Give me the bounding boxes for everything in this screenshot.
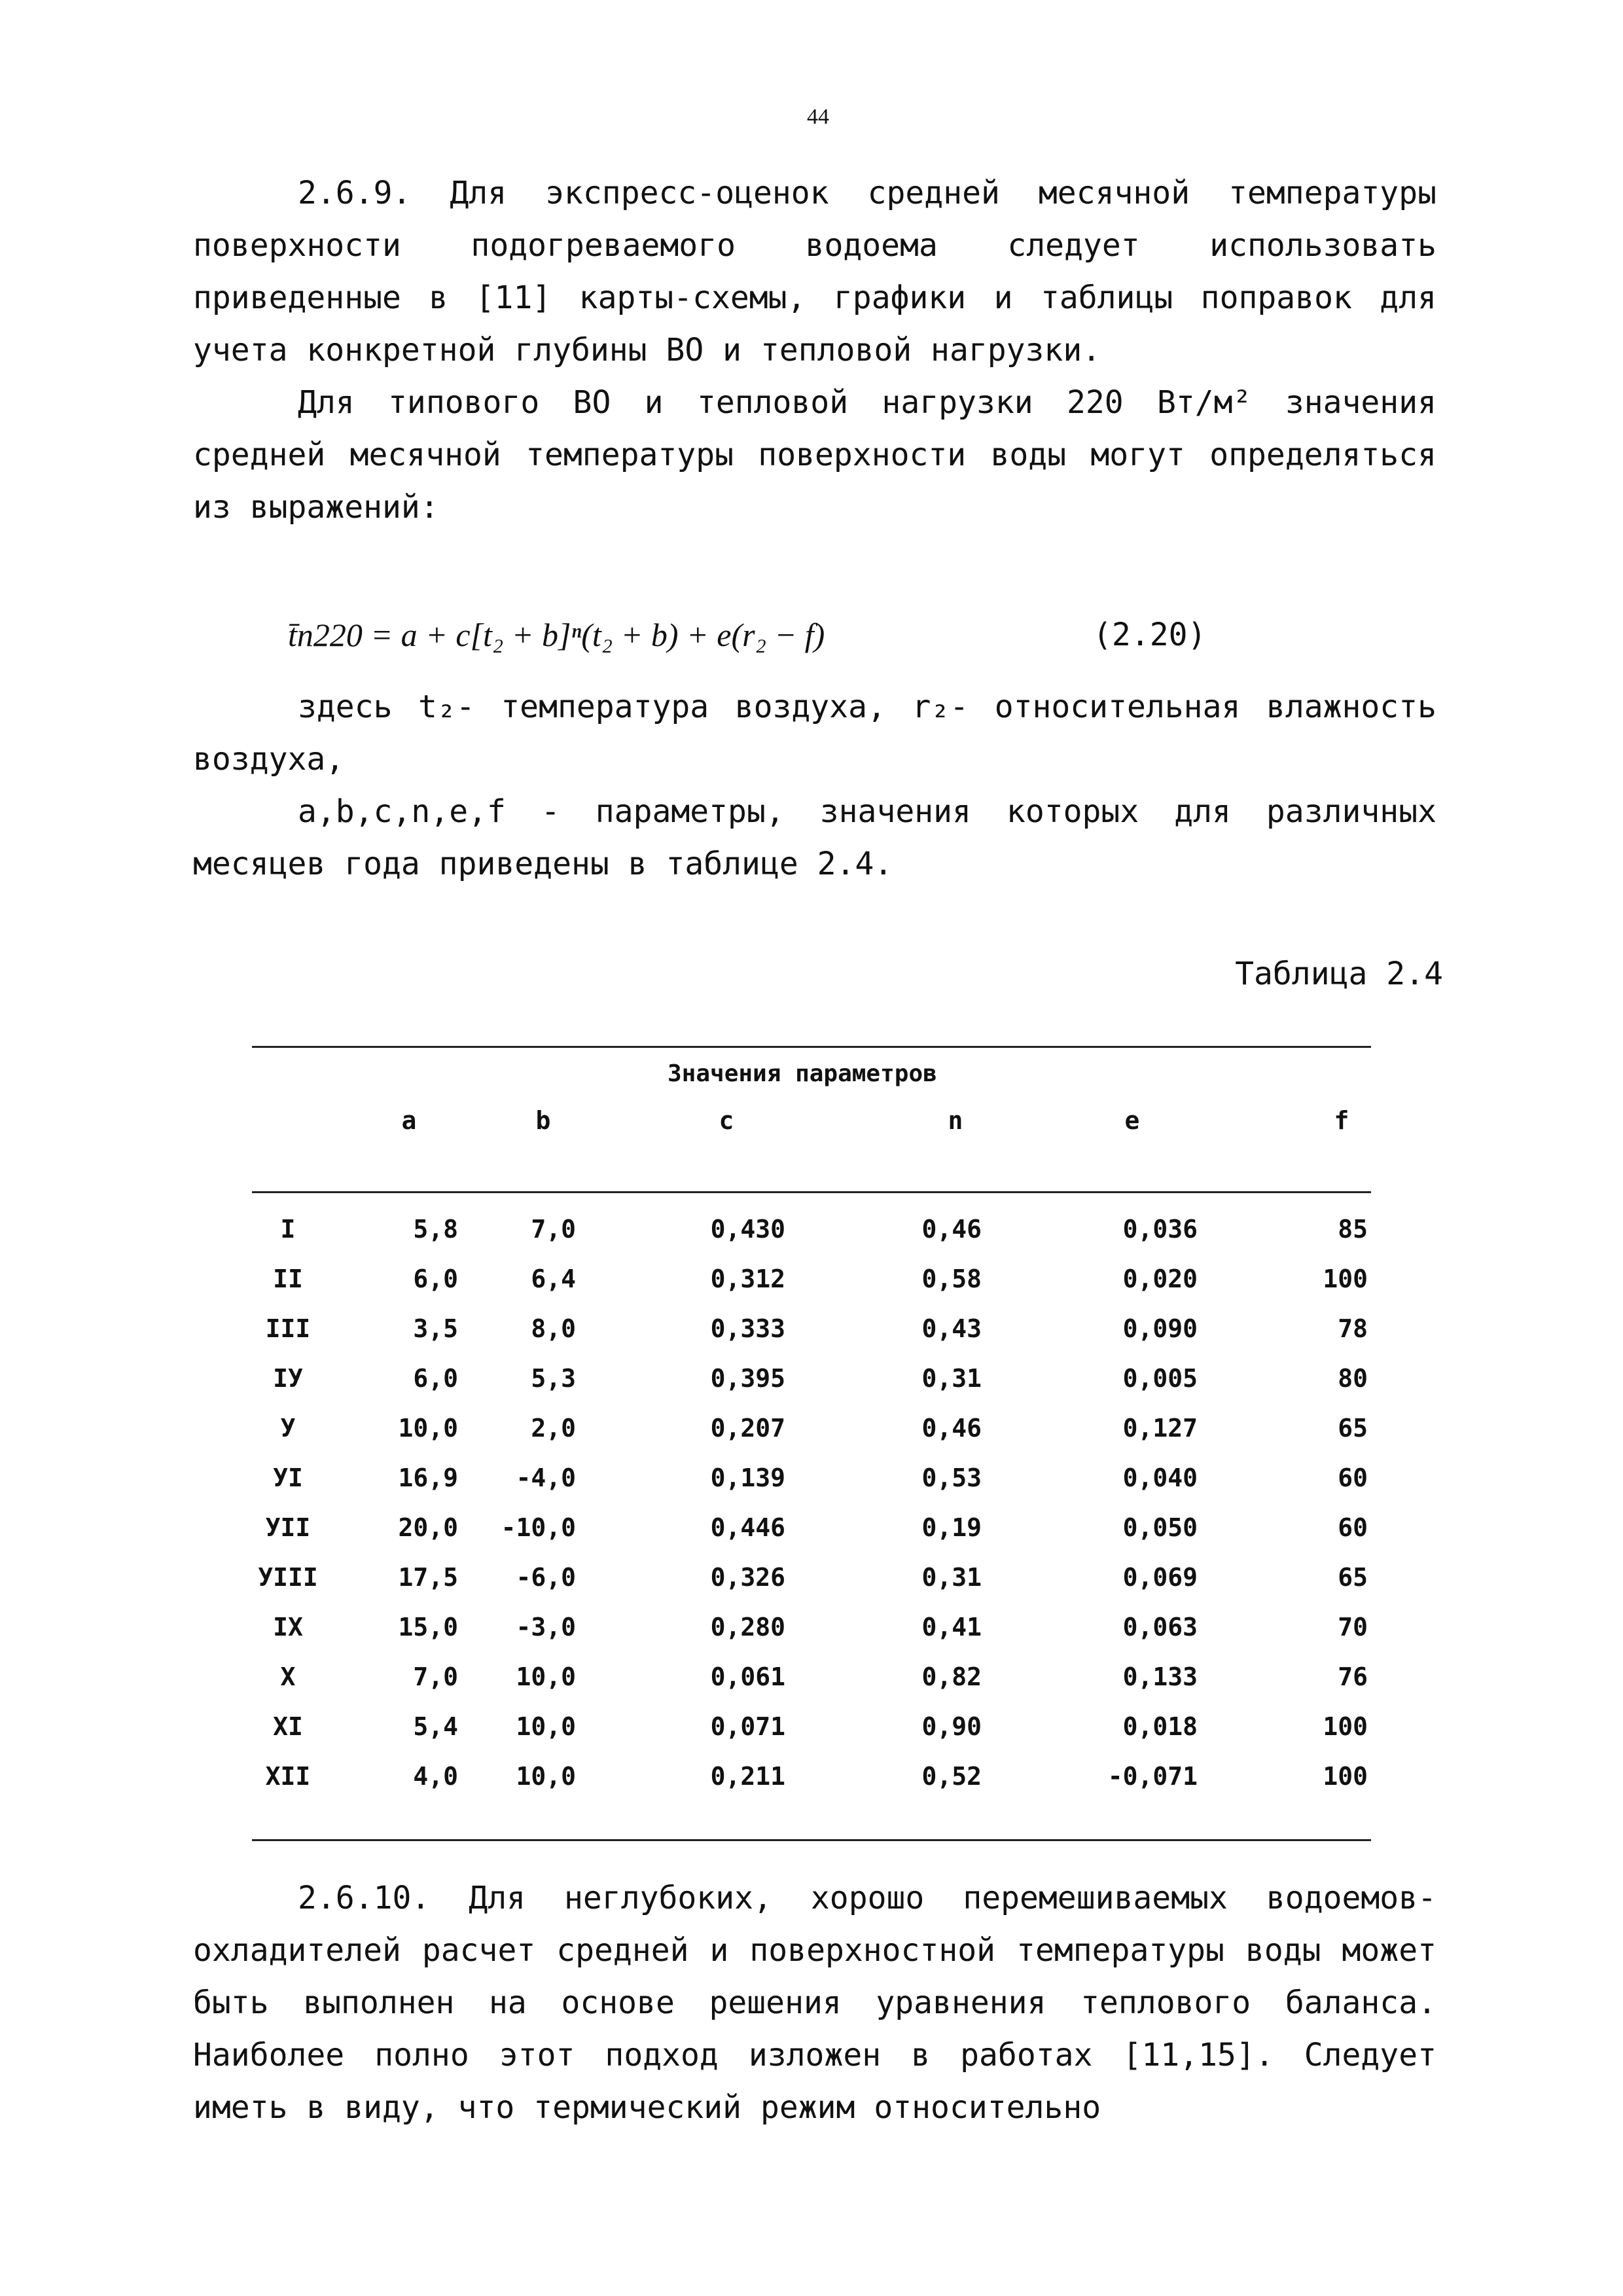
- cell-n: 0,41: [921, 1613, 982, 1641]
- cell-month: УIII: [258, 1563, 318, 1592]
- cell-c: 0,446: [710, 1513, 785, 1542]
- cell-c: 0,333: [710, 1314, 785, 1343]
- cell-b: 6,4: [531, 1265, 576, 1293]
- cell-c: 0,207: [710, 1414, 785, 1443]
- cell-a: 6,0: [413, 1265, 458, 1293]
- cell-a: 7,0: [413, 1662, 458, 1691]
- cell-n: 0,43: [921, 1314, 982, 1343]
- paragraph-parameters-text: a,b,c,n,e,f - параметры, значения которых для различных месяцев года приведены в таблице 2.4.: [193, 793, 1436, 882]
- cell-month: I: [280, 1215, 296, 1244]
- table-row: [0, 1204, 1623, 1254]
- table-caption: Таблица 2.4: [1235, 956, 1443, 992]
- table-row: [0, 1751, 1623, 1801]
- cell-e: 0,020: [1122, 1265, 1198, 1293]
- formula-expression: t̄п220 = a + c[t₂ + b]ⁿ(t₂ + b) + e(r₂ − f): [288, 617, 825, 653]
- cell-e: 0,040: [1122, 1463, 1198, 1492]
- cell-f: 70: [1338, 1613, 1368, 1641]
- cell-f: 78: [1338, 1314, 1368, 1343]
- paragraph-2-6-10-text: 2.6.10. Для неглубоких, хорошо перемешиваемых водоемов-охладителей расчет средней и поверхностной температуры воды может быть выполнен на основе решения уравнения теплового баланса. Наиболее полно этот подход изложен в работах [11,15]. Следует иметь в виду, что термический режим относительно: [193, 1880, 1436, 2126]
- cell-b: -6,0: [516, 1563, 576, 1592]
- paragraph-parameters: [193, 785, 1436, 890]
- cell-month: УI: [273, 1463, 303, 1492]
- cell-f: 85: [1338, 1215, 1368, 1244]
- paragraph-2-6-10: [193, 1872, 1436, 2134]
- cell-n: 0,46: [921, 1215, 982, 1244]
- cell-n: 0,31: [921, 1563, 982, 1592]
- table-row: [0, 1652, 1623, 1702]
- column-header-b: b: [535, 1106, 551, 1135]
- table-top-rule: [252, 1046, 1371, 1048]
- cell-n: 0,53: [921, 1463, 982, 1492]
- cell-n: 0,58: [921, 1265, 982, 1293]
- page-number: 44: [807, 105, 829, 129]
- cell-n: 0,52: [921, 1762, 982, 1791]
- cell-c: 0,326: [710, 1563, 785, 1592]
- cell-a: 4,0: [413, 1762, 458, 1791]
- table-row: [0, 1552, 1623, 1602]
- cell-e: -0,071: [1107, 1762, 1198, 1791]
- column-header-n: n: [948, 1106, 963, 1135]
- table-row: [0, 1503, 1623, 1552]
- cell-month: IУ: [273, 1364, 303, 1393]
- cell-a: 5,8: [413, 1215, 458, 1244]
- table-group-header: Значения параметров: [668, 1060, 937, 1087]
- cell-b: 5,3: [531, 1364, 576, 1393]
- cell-e: 0,036: [1122, 1215, 1198, 1244]
- cell-month: II: [273, 1265, 303, 1293]
- cell-c: 0,312: [710, 1265, 785, 1293]
- cell-n: 0,90: [921, 1712, 982, 1741]
- cell-f: 65: [1338, 1414, 1368, 1443]
- cell-e: 0,069: [1122, 1563, 1198, 1592]
- cell-month: III: [265, 1314, 311, 1343]
- cell-f: 60: [1338, 1513, 1368, 1542]
- cell-n: 0,82: [921, 1662, 982, 1691]
- cell-a: 5,4: [413, 1712, 458, 1741]
- cell-month: IX: [273, 1613, 303, 1641]
- paragraph-definitions: [193, 681, 1436, 785]
- cell-month: XII: [265, 1762, 311, 1791]
- cell-b: 7,0: [531, 1215, 576, 1244]
- cell-c: 0,061: [710, 1662, 785, 1691]
- cell-f: 100: [1323, 1762, 1368, 1791]
- cell-a: 20,0: [398, 1513, 458, 1542]
- cell-b: 2,0: [531, 1414, 576, 1443]
- table-row: [0, 1602, 1623, 1652]
- cell-b: -3,0: [516, 1613, 576, 1641]
- cell-b: 10,0: [516, 1662, 576, 1691]
- cell-e: 0,005: [1122, 1364, 1198, 1393]
- cell-f: 100: [1323, 1265, 1368, 1293]
- cell-c: 0,211: [710, 1762, 785, 1791]
- paragraph-2-6-9: [193, 167, 1436, 376]
- cell-n: 0,19: [921, 1513, 982, 1542]
- cell-a: 16,9: [398, 1463, 458, 1492]
- cell-a: 17,5: [398, 1563, 458, 1592]
- column-header-a: a: [401, 1106, 417, 1135]
- cell-month: X: [280, 1662, 296, 1691]
- column-header-c: c: [719, 1106, 734, 1135]
- table-header-rule: [252, 1191, 1371, 1193]
- cell-c: 0,139: [710, 1463, 785, 1492]
- column-header-e: e: [1124, 1106, 1140, 1135]
- cell-c: 0,280: [710, 1613, 785, 1641]
- cell-n: 0,31: [921, 1364, 982, 1393]
- cell-b: 10,0: [516, 1762, 576, 1791]
- cell-b: -10,0: [501, 1513, 576, 1542]
- column-header-f: f: [1334, 1106, 1349, 1135]
- cell-month: XI: [273, 1712, 303, 1741]
- cell-n: 0,46: [921, 1414, 982, 1443]
- cell-e: 0,090: [1122, 1314, 1198, 1343]
- cell-a: 3,5: [413, 1314, 458, 1343]
- paragraph-typical-reservoir: [193, 376, 1436, 533]
- paragraph-typical-reservoir-text: Для типового ВО и тепловой нагрузки 220 Вт/м² значения средней месячной температуры поверхности воды могут определяться из выражений:: [193, 384, 1436, 526]
- cell-c: 0,071: [710, 1712, 785, 1741]
- cell-b: 8,0: [531, 1314, 576, 1343]
- formula-number: (2.20): [1093, 617, 1207, 653]
- cell-f: 65: [1338, 1563, 1368, 1592]
- table-row: [0, 1702, 1623, 1751]
- cell-e: 0,018: [1122, 1712, 1198, 1741]
- cell-a: 6,0: [413, 1364, 458, 1393]
- cell-c: 0,430: [710, 1215, 785, 1244]
- cell-b: -4,0: [516, 1463, 576, 1492]
- cell-e: 0,050: [1122, 1513, 1198, 1542]
- cell-e: 0,133: [1122, 1662, 1198, 1691]
- table-row: [0, 1254, 1623, 1304]
- cell-b: 10,0: [516, 1712, 576, 1741]
- table-row: [0, 1403, 1623, 1453]
- cell-c: 0,395: [710, 1364, 785, 1393]
- cell-f: 80: [1338, 1364, 1368, 1393]
- table-row: [0, 1304, 1623, 1354]
- cell-a: 10,0: [398, 1414, 458, 1443]
- cell-a: 15,0: [398, 1613, 458, 1641]
- cell-e: 0,127: [1122, 1414, 1198, 1443]
- cell-f: 60: [1338, 1463, 1368, 1492]
- formula-2-20: [288, 609, 1466, 661]
- paragraph-2-6-9-text: 2.6.9. Для экспресс-оценок средней месячной температуры поверхности подогреваемого водоема следует использовать приведенные в [11] карты-схемы, графики и таблицы поправок для учета конкретной глубины ВО и тепловой нагрузки.: [193, 175, 1436, 368]
- table-row: [0, 1453, 1623, 1503]
- table-bottom-rule: [252, 1839, 1371, 1841]
- cell-month: УII: [265, 1513, 311, 1542]
- cell-e: 0,063: [1122, 1613, 1198, 1641]
- cell-f: 76: [1338, 1662, 1368, 1691]
- paragraph-definitions-text: здесь t₂- температура воздуха, r₂- относительная влажность воздуха,: [193, 689, 1436, 778]
- cell-f: 100: [1323, 1712, 1368, 1741]
- table-row: [0, 1354, 1623, 1403]
- cell-month: У: [280, 1414, 296, 1443]
